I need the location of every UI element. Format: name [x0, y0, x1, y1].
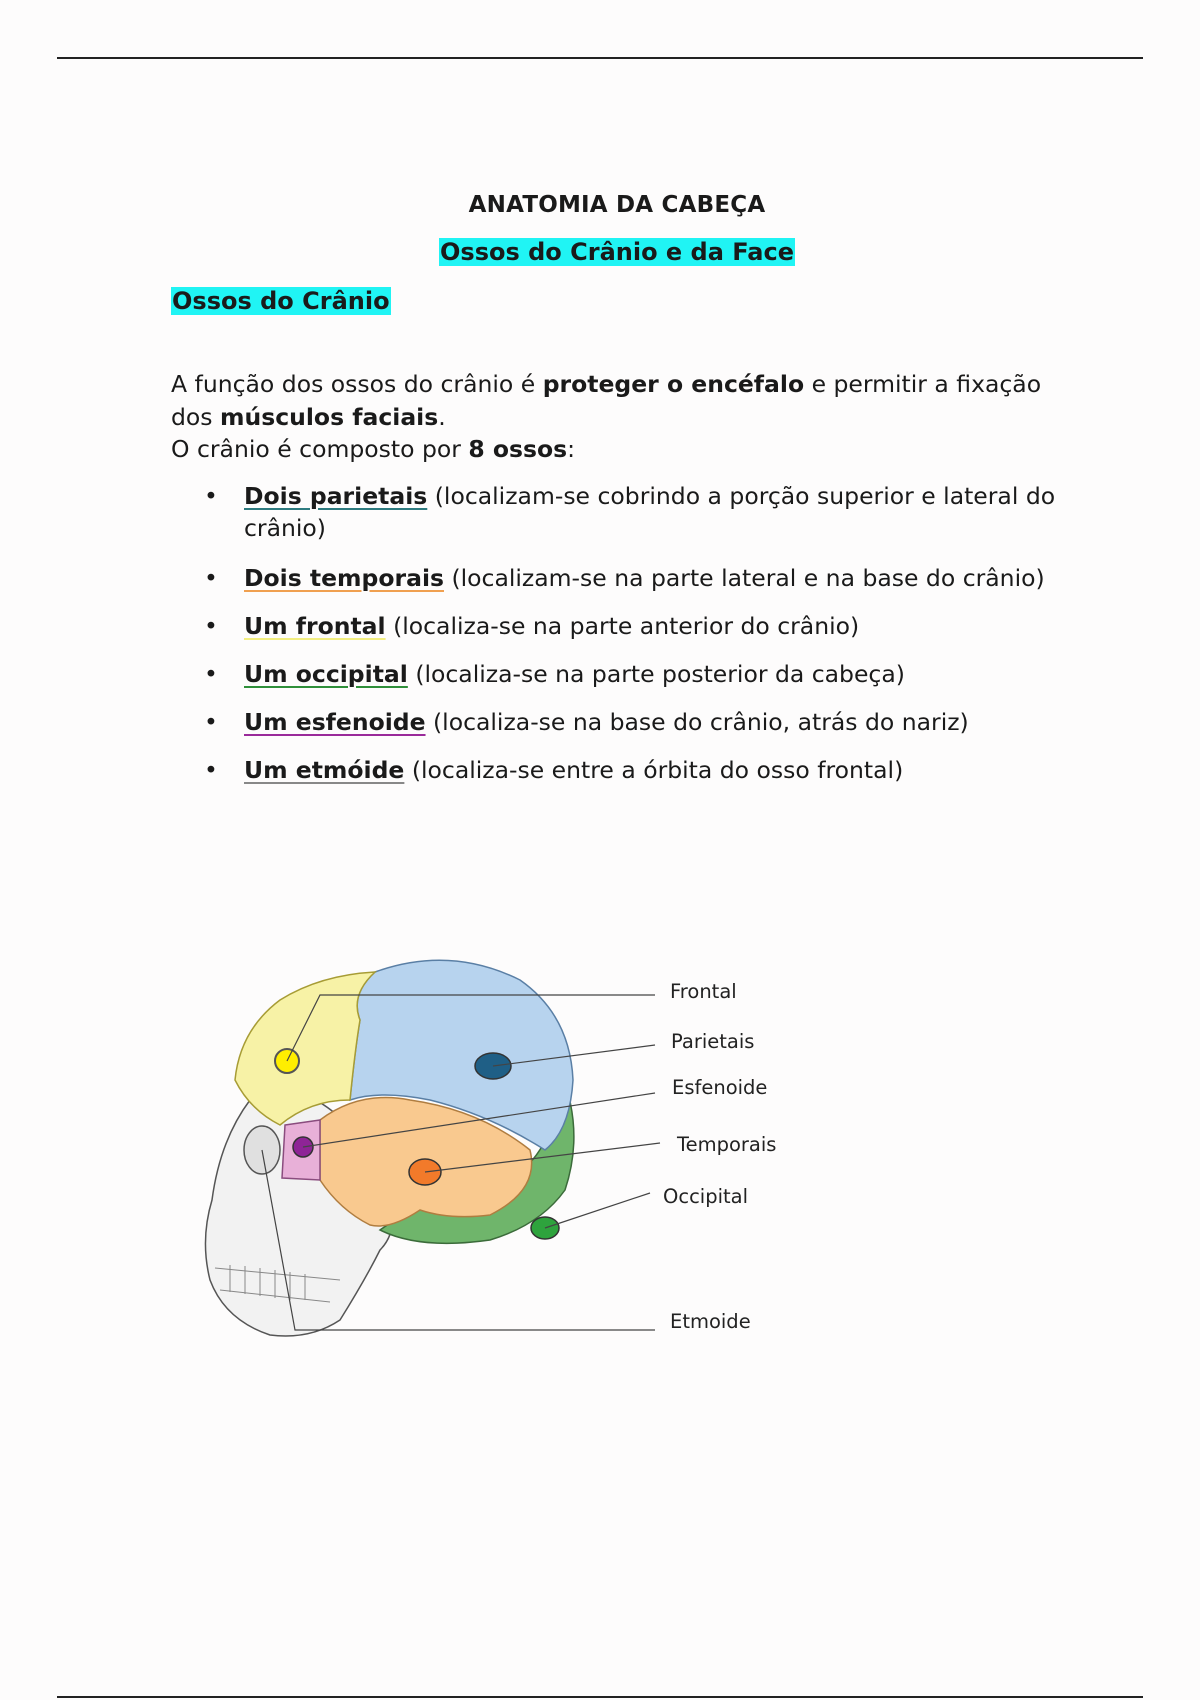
intro-text: A função dos ossos do crânio é — [171, 370, 543, 398]
bullet: • — [204, 660, 218, 688]
subtitle-block — [0, 238, 1200, 266]
bone-list — [171, 480, 1071, 786]
bullet: • — [204, 708, 218, 736]
bullet: • — [204, 612, 218, 640]
bone-description: (localiza-se entre a órbita do osso frontal) — [404, 756, 904, 784]
section-heading-block — [171, 287, 391, 315]
bone-description: (localizam-se na parte lateral e na base do crânio) — [444, 564, 1045, 592]
bone-list-item — [171, 706, 1071, 738]
intro-text: . — [438, 402, 446, 431]
label-occipital: Occipital — [663, 1185, 749, 1208]
intro-line-2 — [171, 433, 1071, 466]
label-parietais: Parietais — [671, 1030, 755, 1053]
intro-text: O crânio é composto por — [171, 435, 469, 463]
intro-bold-musculos: músculos faciais — [220, 402, 439, 431]
bone-name: Um etmóide — [244, 756, 405, 784]
footer-rule — [57, 1696, 1143, 1698]
bone-description: (localiza-se na base do crânio, atrás do nariz) — [425, 708, 969, 736]
bullet: • — [204, 564, 218, 592]
bone-name: Um frontal — [244, 612, 386, 640]
intro-bold-8-ossos: 8 ossos — [468, 435, 568, 463]
header-rule — [57, 57, 1143, 59]
label-temporais: Temporais — [677, 1133, 777, 1156]
bullet: • — [204, 756, 218, 784]
bone-list-item — [171, 754, 1071, 786]
section-heading: Ossos do Crânio — [172, 287, 390, 315]
bone-name: Um esfenoide — [244, 708, 426, 736]
bone-list-item — [171, 658, 1071, 690]
intro-bold-encefalo: proteger o encéfalo — [542, 370, 805, 398]
intro-text: e permitir a fixação dos — [171, 370, 1042, 431]
label-frontal: Frontal — [670, 980, 737, 1003]
bone-list-item — [171, 480, 1071, 544]
bullet: • — [204, 482, 218, 510]
bone-name: Um occipital — [244, 660, 408, 688]
bone-description: (localizam-se cobrindo a porção superior e lateral do crânio) — [244, 482, 1056, 542]
bone-list-item — [171, 610, 1071, 642]
label-esfenoide: Esfenoide — [672, 1076, 768, 1099]
bone-name: Dois parietais — [244, 482, 428, 510]
bone-description: (localiza-se na parte posterior da cabeça) — [407, 660, 905, 688]
page-subtitle: Ossos do Crânio e da Face — [440, 238, 794, 266]
intro-paragraph — [171, 368, 1071, 466]
bone-list-item — [171, 562, 1071, 594]
leader-occipital — [545, 1193, 650, 1228]
bone-description: (localiza-se na parte anterior do crânio) — [385, 612, 860, 640]
bone-name: Dois temporais — [244, 564, 444, 592]
intro-line-1 — [171, 368, 1071, 433]
page-title: ANATOMIA DA CABEÇA — [468, 192, 766, 218]
skull-figure — [190, 950, 810, 1390]
label-etmoide: Etmoide — [670, 1310, 751, 1333]
intro-text: : — [567, 435, 576, 463]
